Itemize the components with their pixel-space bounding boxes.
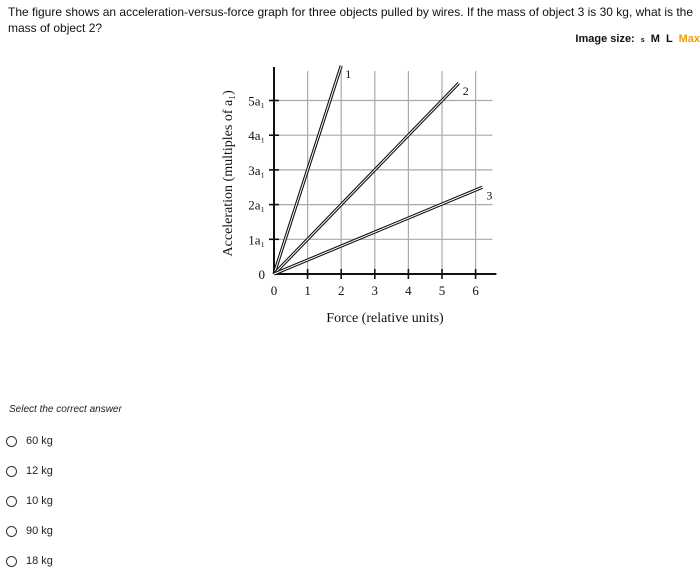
x-tick-label: 5	[438, 283, 446, 298]
series-line-inner-2	[274, 83, 459, 274]
image-size-m[interactable]: M	[650, 33, 660, 45]
y-axis-title: Acceleration (multiples of a₁)	[221, 90, 236, 257]
answer-options	[6, 426, 53, 576]
answer-option-label: 60 kg	[26, 435, 53, 447]
x-tick-label: 6	[472, 283, 479, 298]
x-tick-label: 1	[304, 283, 311, 298]
answer-option-label: 90 kg	[26, 525, 53, 537]
answer-option-label: 18 kg	[26, 555, 53, 567]
image-size-s[interactable]: s	[640, 37, 645, 44]
answer-option-label: 10 kg	[26, 495, 53, 507]
image-size-label: Image size:	[575, 33, 635, 45]
answer-option-10kg[interactable]	[6, 486, 53, 516]
answer-option-label: 12 kg	[26, 465, 53, 477]
answer-option-12kg[interactable]	[6, 456, 53, 486]
series-label-1: 1	[345, 66, 352, 81]
x-axis-title: Force (relative units)	[326, 311, 444, 326]
acceleration-force-chart	[215, 62, 515, 337]
image-size-selector	[575, 33, 700, 45]
y-tick-label: 0	[258, 267, 265, 282]
y-tick-label: 2a₁	[248, 197, 265, 213]
answer-option-90kg[interactable]	[6, 516, 53, 546]
x-tick-label: 0	[270, 283, 278, 298]
answer-option-60kg[interactable]	[6, 426, 53, 456]
answer-option-18kg[interactable]	[6, 546, 53, 576]
series-line-inner-3	[274, 187, 482, 274]
y-tick-label: 5a₁	[248, 93, 265, 109]
radio-button-icon[interactable]	[6, 466, 17, 477]
x-tick-label: 2	[337, 283, 345, 298]
y-tick-label: 1a₁	[248, 232, 265, 248]
y-tick-label: 4a₁	[248, 128, 265, 144]
y-tick-label: 3a₁	[248, 162, 265, 178]
x-tick-label: 4	[405, 283, 412, 298]
radio-button-icon[interactable]	[6, 526, 17, 537]
series-label-2: 2	[462, 84, 469, 99]
question-text: The figure shows an acceleration-versus-force graph for three objects pulled by wires. If the mass of object 3 is 30 kg, what is the mass of object 2?	[8, 5, 694, 35]
radio-button-icon[interactable]	[6, 496, 17, 507]
series-label-3: 3	[486, 188, 493, 203]
image-size-max[interactable]: Max	[678, 33, 700, 45]
x-tick-label: 3	[371, 283, 379, 298]
chart-svg	[215, 62, 515, 337]
answer-prompt: Select the correct answer	[9, 404, 122, 415]
image-size-l[interactable]: L	[666, 33, 673, 45]
radio-button-icon[interactable]	[6, 436, 17, 447]
